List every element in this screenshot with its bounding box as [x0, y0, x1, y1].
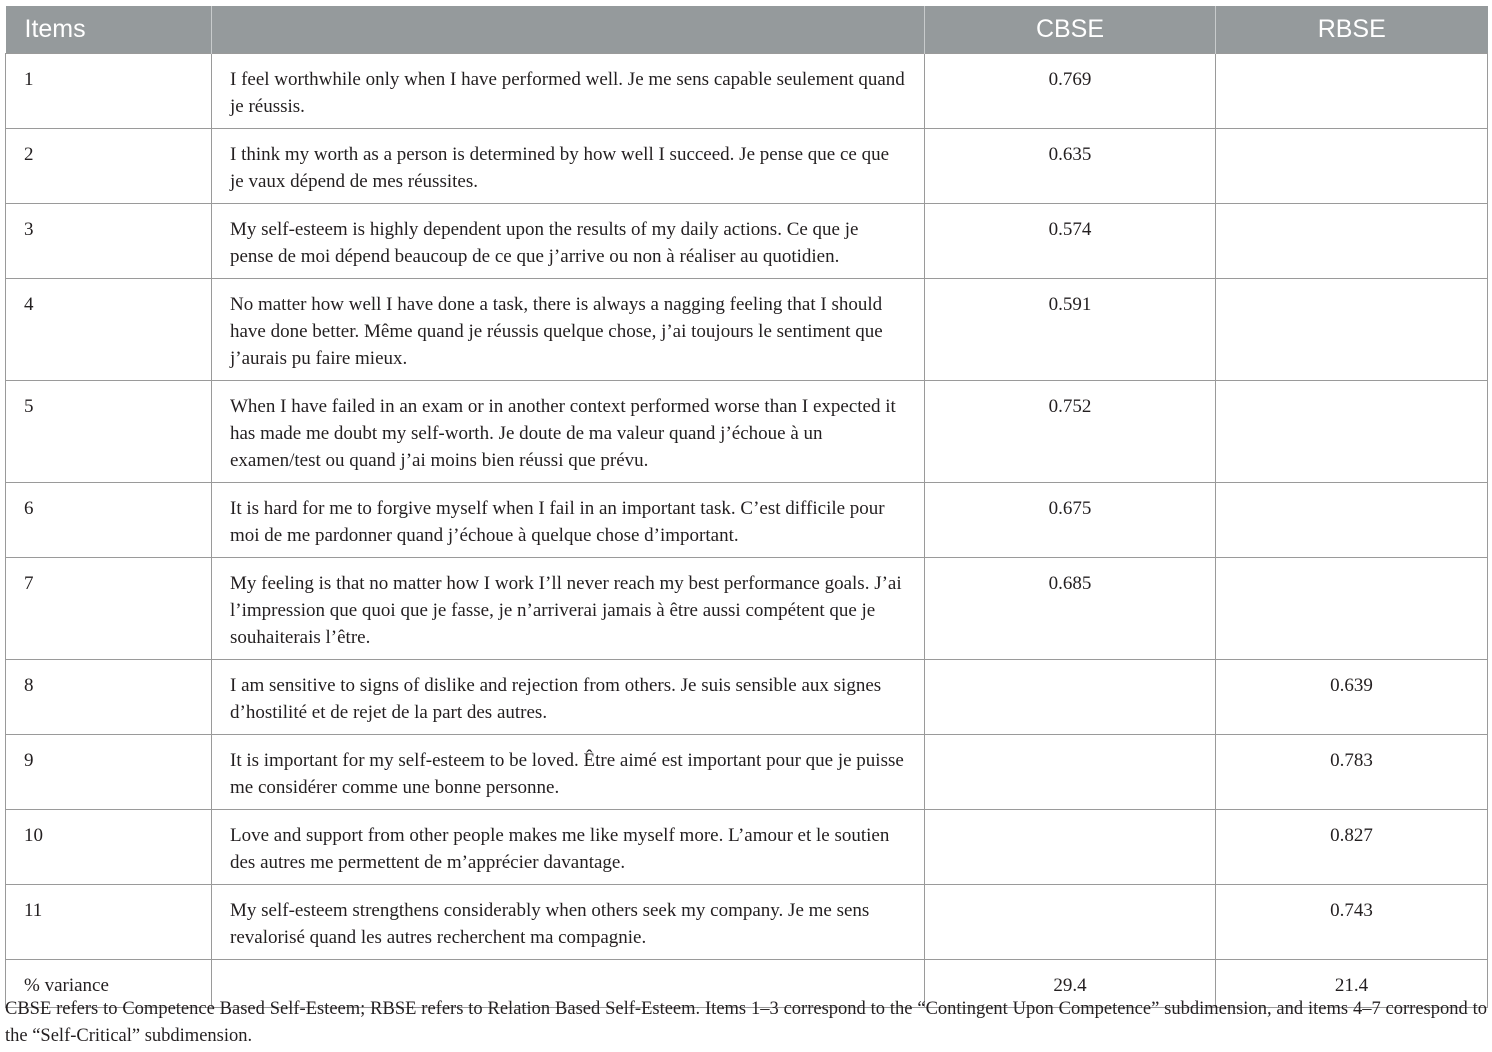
cell-cbse: 0.591: [925, 279, 1216, 381]
cell-item: 4: [6, 279, 212, 381]
cell-item: 9: [6, 735, 212, 810]
cell-text: Love and support from other people makes me like myself more. L’amour et le soutien des autres me permettent de m’apprécier davantage.: [212, 810, 925, 885]
cell-item: 6: [6, 483, 212, 558]
table-container: [5, 6, 1487, 1008]
cell-rbse: 0.783: [1216, 735, 1488, 810]
cell-text: It is important for my self-esteem to be loved. Être aimé est important pour que je puisse me considérer comme une bonne personne.: [212, 735, 925, 810]
cell-item: 3: [6, 204, 212, 279]
table-row: [6, 204, 1488, 279]
cell-cbse: [925, 660, 1216, 735]
table-row: [6, 381, 1488, 483]
cell-cbse: 0.574: [925, 204, 1216, 279]
cell-cbse: 0.685: [925, 558, 1216, 660]
cell-cbse: 0.635: [925, 129, 1216, 204]
cell-rbse: 0.743: [1216, 885, 1488, 960]
cell-rbse: [1216, 129, 1488, 204]
cell-text: When I have failed in an exam or in another context performed worse than I expected it has made me doubt my self-worth. Je doute de ma valeur quand j’échoue à un examen/test ou quand j’ai moins bien réussi que prévu.: [212, 381, 925, 483]
table-header-row: [6, 6, 1488, 54]
cell-text: It is hard for me to forgive myself when I fail in an important task. C’est difficile pour moi de me pardonner quand j’échoue à quelque chose d’important.: [212, 483, 925, 558]
table-row: [6, 483, 1488, 558]
header-cbse: CBSE: [925, 6, 1216, 54]
cell-item: 8: [6, 660, 212, 735]
cell-text: My self-esteem strengthens considerably when others seek my company. Je me sens revalorisé quand les autres recherchent ma compagnie.: [212, 885, 925, 960]
cell-rbse: 0.639: [1216, 660, 1488, 735]
cell-text: I am sensitive to signs of dislike and rejection from others. Je suis sensible aux signes d’hostilité et de rejet de la part des autres.: [212, 660, 925, 735]
cell-item: % variance: [6, 960, 212, 1008]
header-items: Items: [6, 6, 212, 54]
table-row: [6, 279, 1488, 381]
cell-rbse: [1216, 279, 1488, 381]
cell-cbse: 0.769: [925, 54, 1216, 129]
cell-cbse: [925, 735, 1216, 810]
cell-item: 11: [6, 885, 212, 960]
cell-rbse: [1216, 204, 1488, 279]
loadings-table: [5, 6, 1488, 1008]
table-row: [6, 558, 1488, 660]
cell-cbse: [925, 885, 1216, 960]
table-footnote: CBSE refers to Competence Based Self-Esteem; RBSE refers to Relation Based Self-Esteem. Items 1–3 correspond to the “Contingent Upon Competence” subdimension, and items 4–7 correspond to the “Self-Critical” subdimension.: [5, 999, 1487, 1046]
cell-text: I think my worth as a person is determined by how well I succeed. Je pense que ce que je vaux dépend de mes réussites.: [212, 129, 925, 204]
cell-rbse: [1216, 558, 1488, 660]
cell-item: 1: [6, 54, 212, 129]
cell-cbse: 0.675: [925, 483, 1216, 558]
cell-item: 7: [6, 558, 212, 660]
cell-rbse: 21.4: [1216, 960, 1488, 1008]
cell-rbse: 0.827: [1216, 810, 1488, 885]
cell-text: My feeling is that no matter how I work I’ll never reach my best performance goals. J’ai l’impression que quoi que je fasse, je n’arriverai jamais à être aussi compétent que je souhaiterais l’être.: [212, 558, 925, 660]
header-text: [212, 6, 925, 54]
table-row: [6, 810, 1488, 885]
cell-cbse: 0.752: [925, 381, 1216, 483]
table-row: [6, 129, 1488, 204]
cell-item: 2: [6, 129, 212, 204]
cell-item: 10: [6, 810, 212, 885]
table-row: [6, 885, 1488, 960]
cell-cbse: 29.4: [925, 960, 1216, 1008]
cell-rbse: [1216, 54, 1488, 129]
header-rbse: RBSE: [1216, 6, 1488, 54]
cell-text: No matter how well I have done a task, there is always a nagging feeling that I should have done better. Même quand je réussis quelque chose, j’ai toujours le sentiment que j’aurais pu faire mieux.: [212, 279, 925, 381]
cell-text: My self-esteem is highly dependent upon the results of my daily actions. Ce que je pense de moi dépend beaucoup de ce que j’arrive ou non à réaliser au quotidien.: [212, 204, 925, 279]
table-row: [6, 735, 1488, 810]
cell-cbse: [925, 810, 1216, 885]
cell-text: I feel worthwhile only when I have performed well. Je me sens capable seulement quand je réussis.: [212, 54, 925, 129]
cell-rbse: [1216, 381, 1488, 483]
cell-rbse: [1216, 483, 1488, 558]
table-row: [6, 54, 1488, 129]
cell-item: 5: [6, 381, 212, 483]
table-row: [6, 660, 1488, 735]
